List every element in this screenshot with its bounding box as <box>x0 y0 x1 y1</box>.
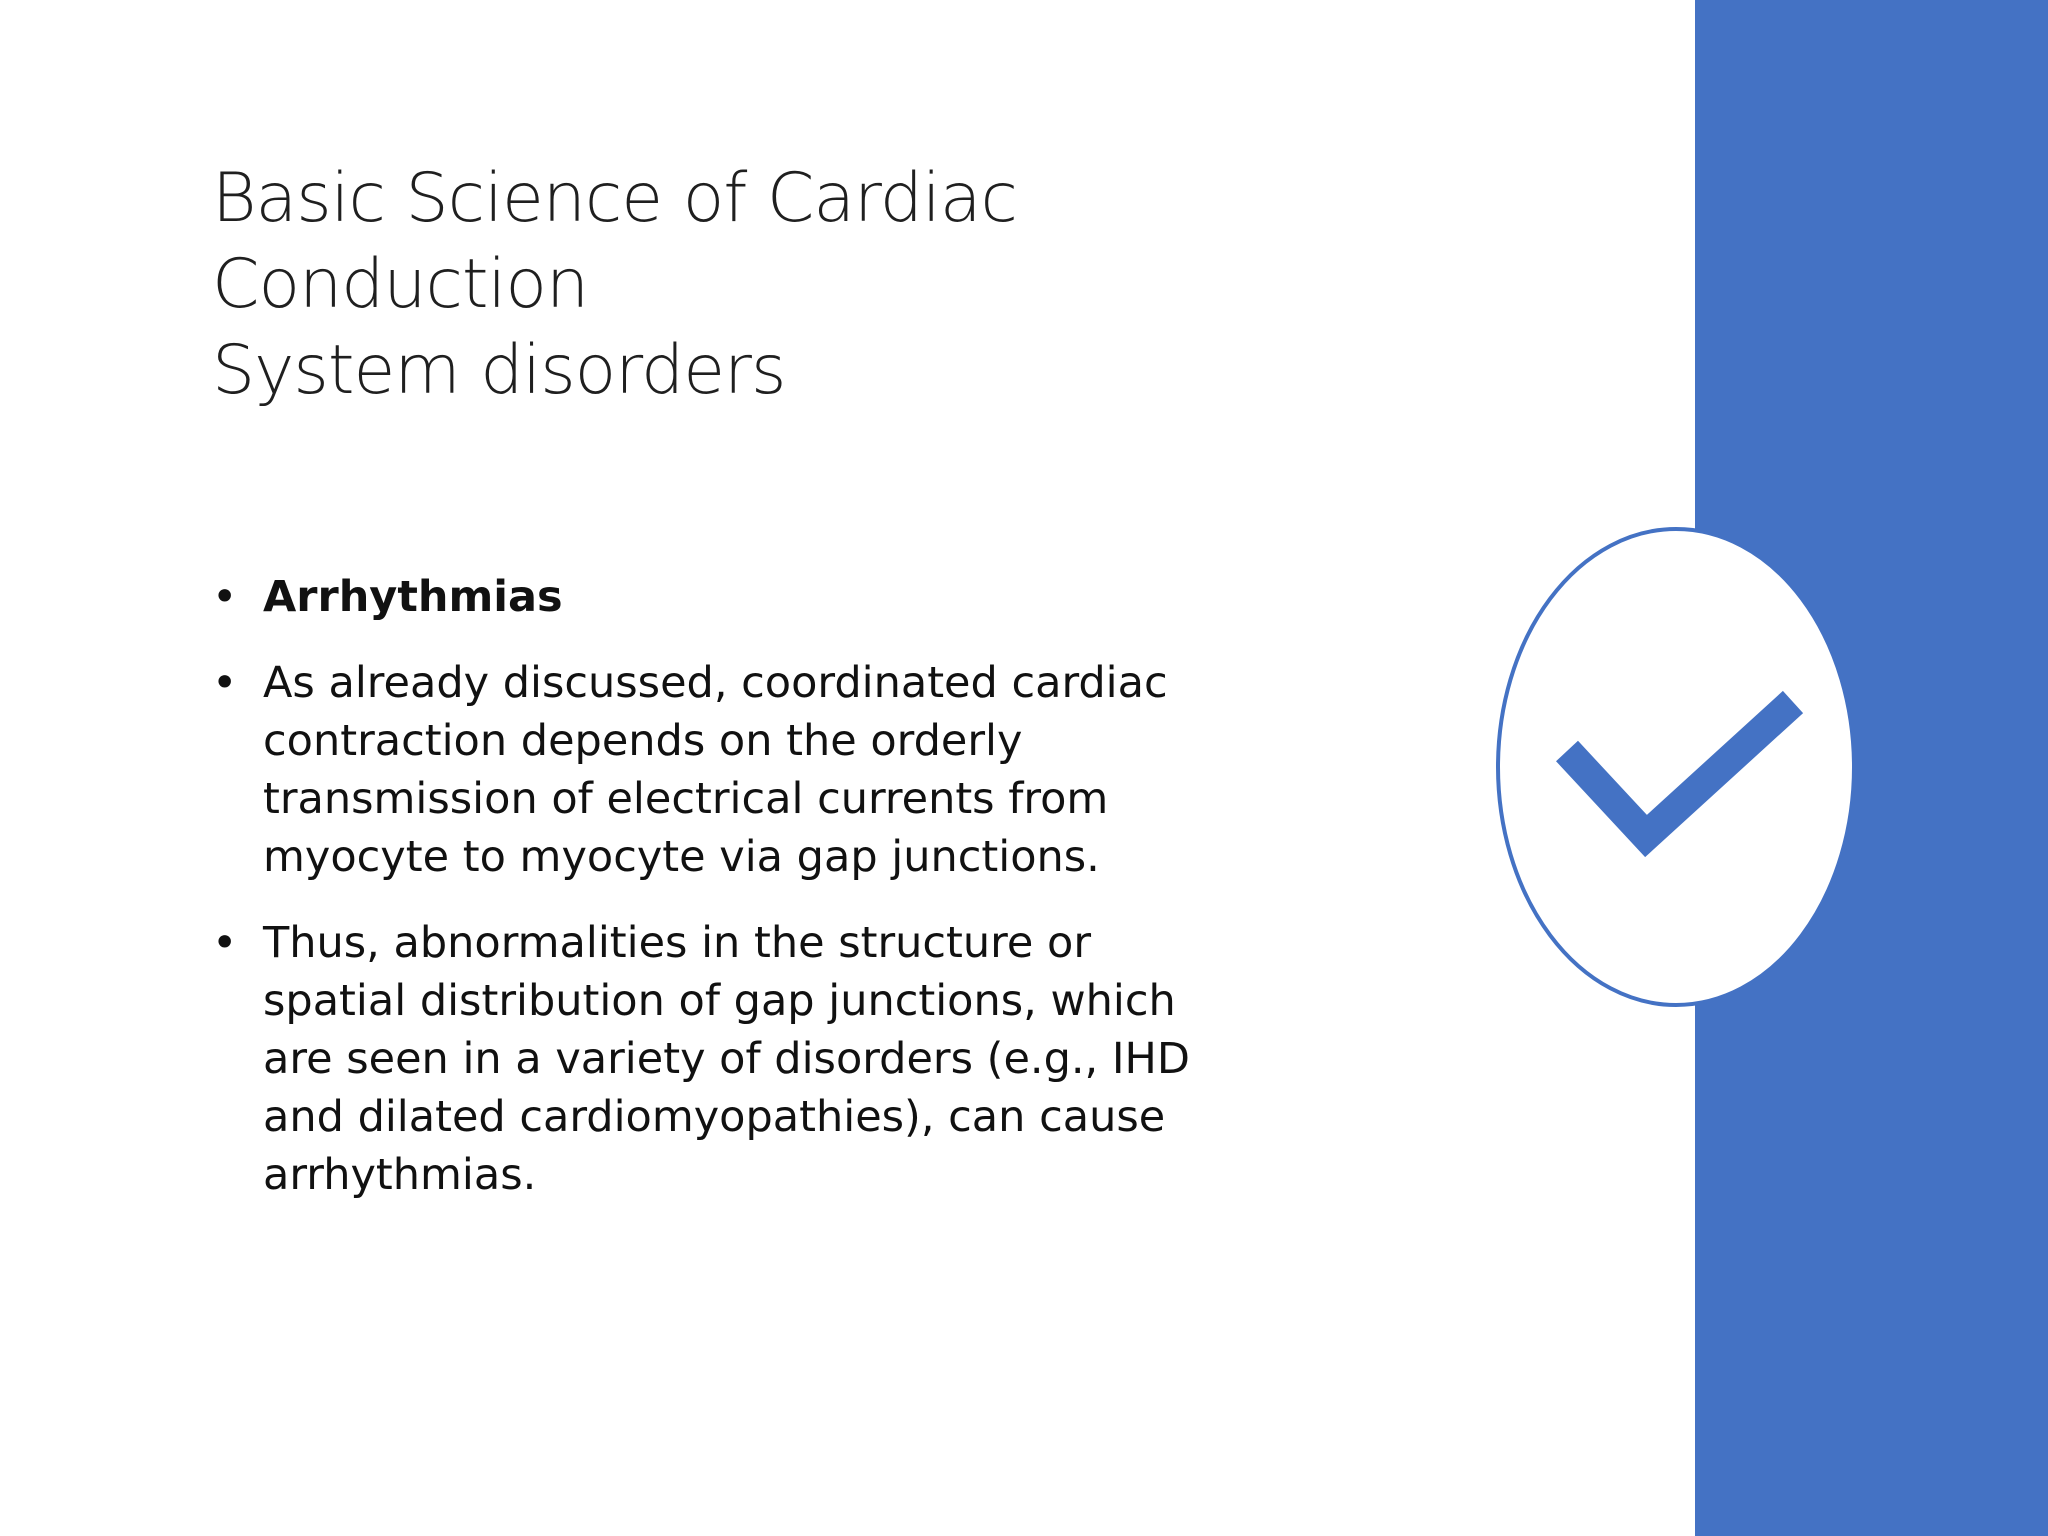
bullet-list <box>212 568 1212 1232</box>
slide-title <box>212 156 1412 414</box>
bullet-item <box>212 654 1212 886</box>
bullet-item <box>212 568 1212 626</box>
checkmark-badge <box>1493 527 1853 1007</box>
bullet-dot: • <box>212 918 238 968</box>
bullet-dot: • <box>212 658 238 708</box>
bullet-item <box>212 914 1212 1204</box>
title-line-2: System disorders <box>212 331 786 410</box>
badge-ellipse <box>1498 529 1853 1005</box>
bullet-dot: • <box>212 572 238 622</box>
bullet-text: Thus, abnormalities in the structure or spatial distribution of gap junctions, which are seen in a variety of disorders (e.g., IHD and dilated cardiomyopathies), can cause arrhythmias. <box>263 918 1190 1200</box>
bullet-text: As already discussed, coordinated cardiac contraction depends on the orderly transmission of electrical currents from myocyte to myocyte via gap junctions. <box>263 658 1168 882</box>
title-line-1: Basic Science of Cardiac Conduction <box>212 159 1017 324</box>
bullet-text: Arrhythmias <box>263 572 563 622</box>
